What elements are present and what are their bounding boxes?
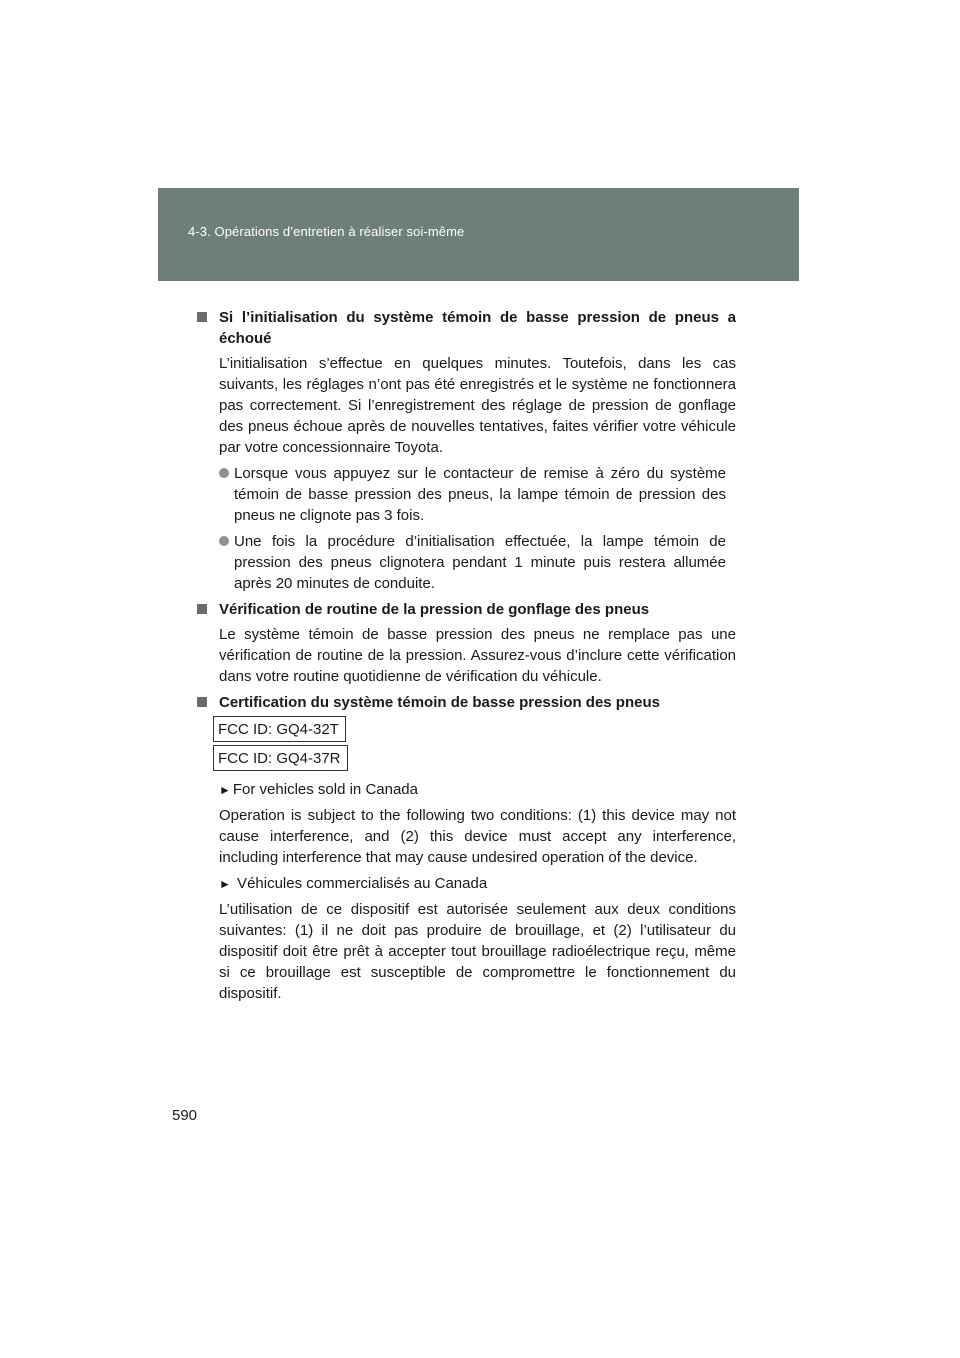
square-bullet-icon [197, 697, 207, 707]
section-heading-certification [196, 692, 736, 713]
canada-fr-label [219, 873, 736, 895]
canada-en-paragraph: Operation is subject to the following two conditions: (1) this device may not cause interference, and (2) this device must accept any interference, including interference that may cause undesired operation of the device. [219, 807, 736, 866]
canada-fr-label-text: Véhicules commercialisés au Canada [232, 875, 488, 892]
canada-en-label [219, 779, 736, 801]
right-triangle-icon: ► [219, 783, 231, 797]
section-heading-routine-check [196, 599, 736, 620]
section-heading-init-failed [196, 307, 736, 349]
square-bullet-icon [197, 604, 207, 614]
square-bullet-icon [197, 312, 207, 322]
chapter-title: 4-3. Opérations d’entretien à réaliser soi-même [188, 224, 465, 239]
canada-fr-paragraph: L’utilisation de ce dispositif est autorisée seulement aux deux conditions suivantes: (1) il ne doit pas produire de brouillage, et (2) l’utilisateur du dispositif doit être prêt à accepter tout brouillage radioélectrique reçu, même si ce brouillage est susceptible de compromettre le fonctionnement du dispositif. [219, 901, 736, 1002]
canada-en-label-text: For vehicles sold in Canada [232, 781, 418, 798]
round-bullet-icon [219, 468, 229, 478]
list-item-text: Lorsque vous appuyez sur le contacteur de remise à zéro du système témoin de basse pression des pneus, la lampe témoin de pression des pneus ne clignote pas 3 fois. [234, 465, 726, 524]
page-number: 590 [172, 1107, 198, 1124]
list-item [219, 463, 736, 526]
list-item-text: Une fois la procédure d’initialisation effectuée, la lampe témoin de pression des pneus clignotera pendant 1 minute puis restera allumée après 20 minutes de conduite. [234, 533, 726, 592]
section-heading-text: Certification du système témoin de basse pression des pneus [219, 694, 660, 711]
section-heading-text: Vérification de routine de la pression de gonflage des pneus [219, 601, 650, 618]
paragraph-routine-check: Le système témoin de basse pression des pneus ne remplace pas une vérification de routine de la pression. Assurez-vous d’inclure cette vérification dans votre routine quotidienne de vérification du véhicule. [219, 626, 736, 685]
fcc-id-box: FCC ID: GQ4-32T [213, 716, 346, 742]
section-heading-text: Si l’initialisation du système témoin de basse pression de pneus a échoué [219, 309, 736, 347]
round-bullet-icon [219, 536, 229, 546]
fcc-id-box: FCC ID: GQ4-37R [213, 745, 348, 771]
right-triangle-icon: ► [219, 877, 231, 891]
page-content [196, 307, 736, 1004]
list-item [219, 531, 736, 594]
paragraph-init-failed: L’initialisation s’effectue en quelques minutes. Toutefois, dans les cas suivants, les réglages n’ont pas été enregistrés et le système ne fonctionnera pas correctement. Si l’enregistrement des réglage de pression de gonflage des pneus échoue après de nouvelles tentatives, faites vérifier votre véhicule par votre concessionnaire Toyota. [219, 355, 736, 456]
chapter-header [158, 188, 799, 281]
